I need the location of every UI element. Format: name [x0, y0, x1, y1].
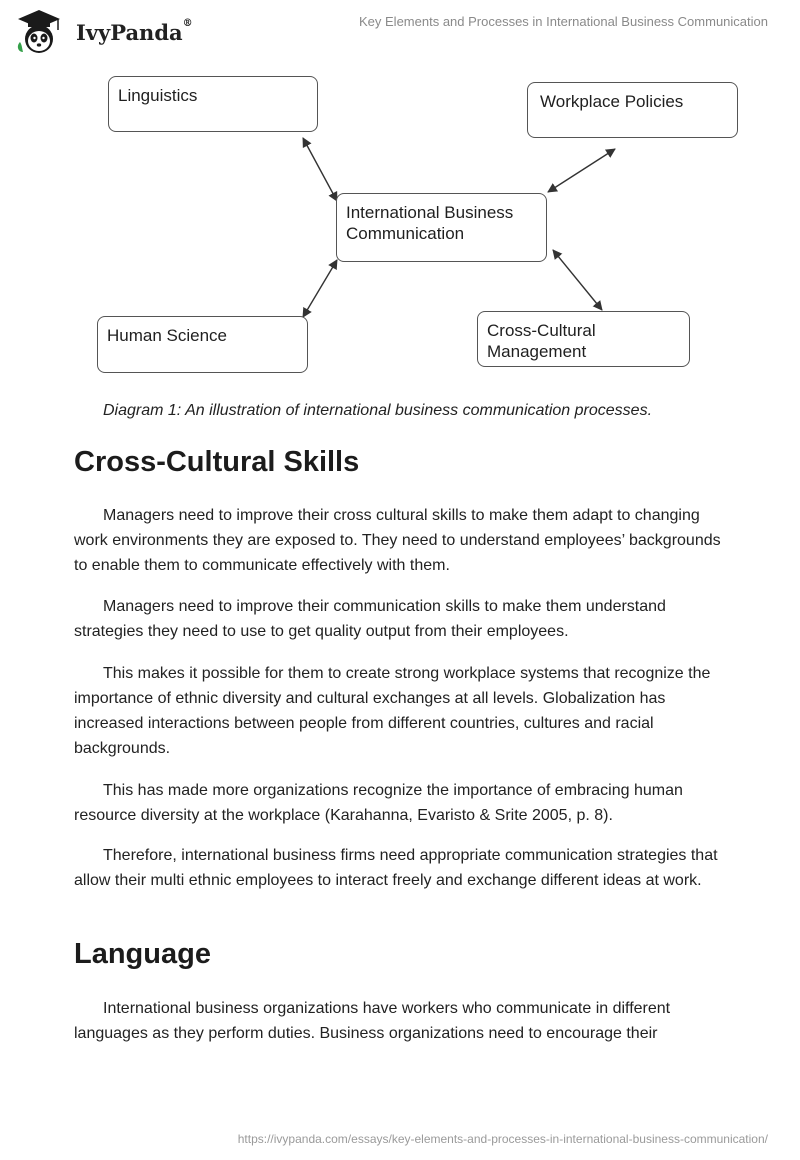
node-cross-cultural-management: Cross-Cultural Management	[477, 311, 690, 367]
panda-graduate-icon	[14, 8, 64, 56]
section-heading: Language	[74, 938, 211, 970]
arrow-cross-cultural	[553, 250, 602, 310]
ivypanda-logo[interactable]	[14, 8, 193, 56]
section-heading: Cross-Cultural Skills	[74, 446, 360, 478]
node-human-science: Human Science	[97, 316, 308, 373]
document-title: Key Elements and Processes in International Business Communication	[359, 14, 768, 29]
paragraph: Therefore, international business firms need appropriate communication strategies that allow their multi ethnic employees to interact freely and exchange different ideas at work.	[74, 847, 718, 889]
node-linguistics: Linguistics	[108, 76, 318, 132]
paragraph: This makes it possible for them to create strong workplace systems that recognize the importance of ethnic diversity and cultural exchanges at all levels. Globalization has increased interactions between people from different countries, cultures and racial backgrounds.	[74, 665, 711, 757]
arrow-human-science	[303, 260, 337, 317]
diagram-caption: Diagram 1: An illustration of international business communication processes.	[103, 402, 653, 419]
arrow-linguistics	[303, 138, 337, 201]
paragraph: Managers need to improve their communication skills to make them understand strategies they need to use to get quality output from their employees.	[74, 598, 666, 640]
node-workplace-policies: Workplace Policies	[527, 82, 738, 138]
arrow-workplace-policies	[548, 149, 615, 192]
paragraph: This has made more organizations recognize the importance of embracing human resource diversity at the workplace (Karahanna, Evaristo & Srite 2005, p. 8).	[74, 782, 683, 824]
communication-diagram	[0, 60, 800, 390]
paragraph: Managers need to improve their cross cultural skills to make them adapt to changing work environments they are exposed to. They need to understand employees’ backgrounds to enable them to communicate effectively with them.	[74, 507, 721, 574]
page-header	[0, 0, 800, 60]
node-international-business-communication: International Business Communication	[336, 193, 547, 262]
source-url-link[interactable]: https://ivypanda.com/essays/key-elements-and-processes-in-international-business-communication/	[237, 1132, 768, 1146]
paragraph: International business organizations have workers who communicate in different languages as they perform duties. Business organizations need to encourage their	[74, 1000, 671, 1042]
brand-name: IvyPanda®	[76, 18, 193, 45]
